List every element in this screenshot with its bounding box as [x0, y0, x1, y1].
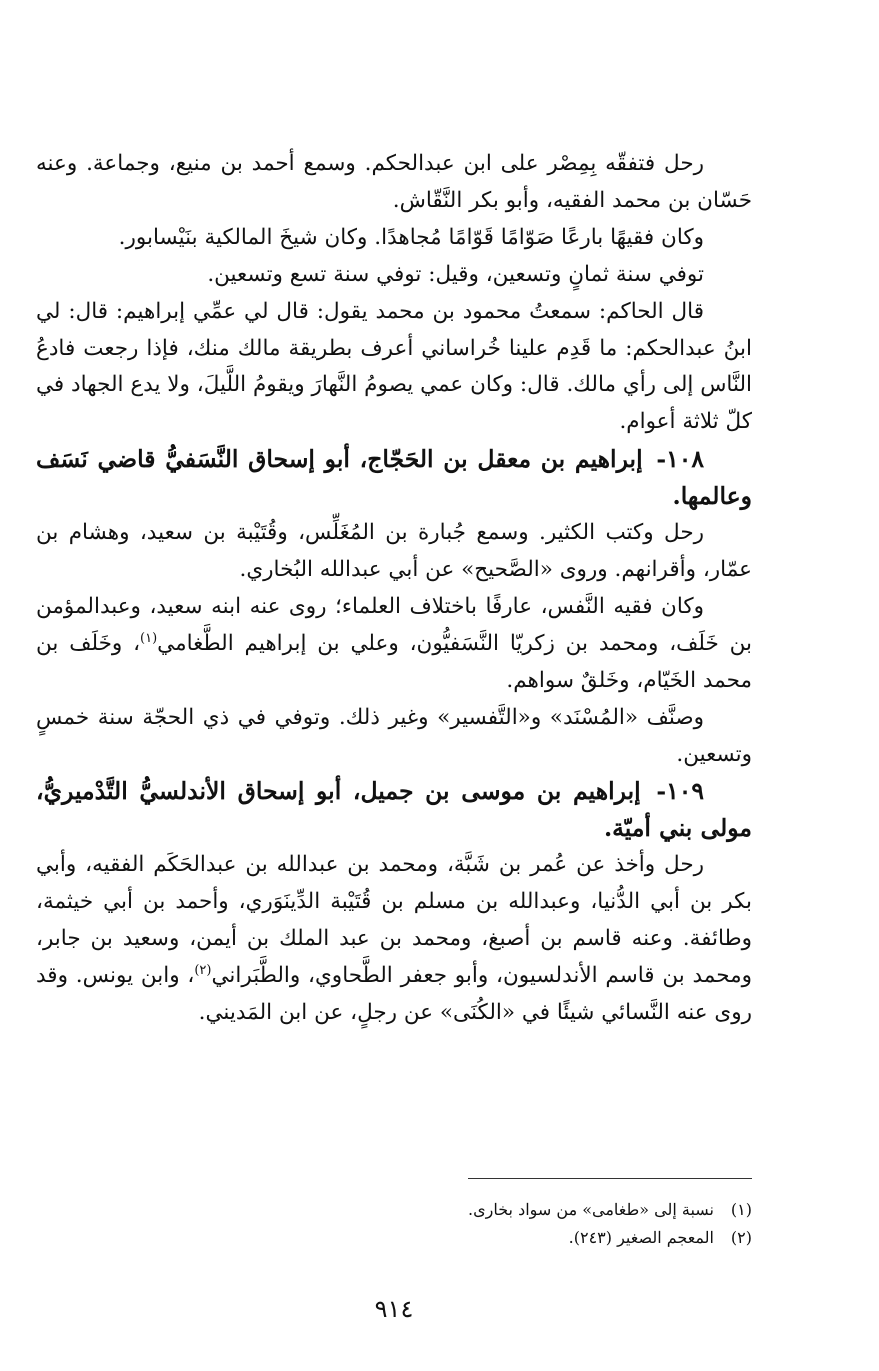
entry-heading-109 — [36, 773, 752, 847]
paragraph — [36, 589, 752, 700]
entry-heading-108 — [36, 441, 752, 515]
paragraph-text: وكان فقيه النَّفس، عارفًا باختلاف العلماء؛ روى عنه ابنه سعيد، وعبدالمؤمن بن خَلَف، ومحمد بن زكريّا النَّسَفيُّون، وعلي بن إبراهيم الطَّغامي — [36, 593, 752, 656]
paragraph — [36, 847, 752, 1032]
paragraph: وكان فقيهًا بارعًا صَوّامًا قَوّامًا مُجاهدًا. وكان شيخَ المالكية بنَيْسابور. — [118, 224, 704, 250]
page-number: ٩١٤ — [374, 1295, 414, 1323]
footnote-ref[interactable]: (٢) — [194, 962, 212, 978]
entry-number: ١٠٨- — [656, 445, 704, 474]
main-text — [36, 146, 752, 1032]
footnote-ref[interactable]: (١) — [140, 630, 158, 646]
footnote-divider — [468, 1178, 752, 1179]
footnote — [36, 1224, 752, 1252]
footnotes — [36, 1196, 752, 1252]
entry-number: ١٠٩- — [656, 777, 704, 806]
book-page — [36, 0, 752, 1371]
paragraph: توفي سنة ثمانٍ وتسعين، وقيل: توفي سنة تسع وتسعين. — [207, 261, 704, 287]
footnote-number: (٢) — [730, 1228, 752, 1247]
entry-title: إبراهيم بن معقل بن الحَجّاج، أبو إسحاق النَّسَفيُّ قاضي نَسَف وعالمها. — [36, 445, 752, 511]
paragraph-text: ، وخَلَف بن محمد الخَيّام، وخَلقٌ سواهم. — [36, 630, 752, 693]
paragraph-text: ، وابن يونس. وقد روى عنه النَّسائي شيئًا في «الكُنَى» عن رجلٍ، عن ابن المَديني. — [36, 962, 752, 1025]
footnote-text: المعجم الصغير (٢٤٣). — [568, 1228, 714, 1247]
footnote-number: (١) — [730, 1200, 752, 1219]
footnote — [36, 1196, 752, 1224]
paragraph-text: رحل وأخذ عن عُمر بن شَبَّة، ومحمد بن عبدالله بن عبدالحَكَم الفقيه، وأبي بكر بن أبي الدُّنيا، وعبدالله بن مسلم بن قُتَيْبة الدِّينَوَري، وأحمد بن أبي خيثمة، وطائفة. وعنه قاسم بن أصبغ، ومحمد بن عبد الملك بن أيمن، وسعيد بن جابر، ومحمد بن قاسم الأندلسيون، وأبو جعفر الطَّحاوي، والطَّبَراني — [36, 852, 752, 988]
paragraph: رحل فتفقّه بِمِصْر على ابن عبدالحكم. وسمع أحمد بن منيع، وجماعة. وعنه حَسّان بن محمد الفقيه، وأبو بكر النَّقّاش. — [36, 151, 752, 213]
paragraph: قال الحاكم: سمعتُ محمود بن محمد يقول: قال لي عمِّي إبراهيم: قال: لي ابنُ عبدالحكم: ما قَدِم علينا خُراساني أعرف بطريقة مالك منك، فإذا رجعت فادعُ النَّاس إلى رأي مالك. قال: وكان عمي يصومُ النَّهارَ ويقومُ اللَّيلَ، ولا يدع الجهاد في كلّ ثلاثة أعوام. — [36, 298, 752, 435]
entry-title: إبراهيم بن موسى بن جميل، أبو إسحاق الأندلسيُّ التَّدْميريُّ، مولى بني أميّة. — [36, 777, 752, 843]
paragraph: رحل وكتب الكثير. وسمع جُبارة بن المُغَلِّس، وقُتَيْبة بن سعيد، وهشام بن عمّار، وأقرانهم. وروى «الصَّحيح» عن أبي عبدالله البُخاري. — [36, 520, 752, 582]
paragraph: وصنَّف «المُسْنَد» و«التَّفسير» وغير ذلك. وتوفي في ذي الحجّة سنة خمسٍ وتسعين. — [36, 704, 752, 767]
footnote-text: نسبة إلى «طغامى» من سواد بخارى. — [467, 1200, 714, 1219]
